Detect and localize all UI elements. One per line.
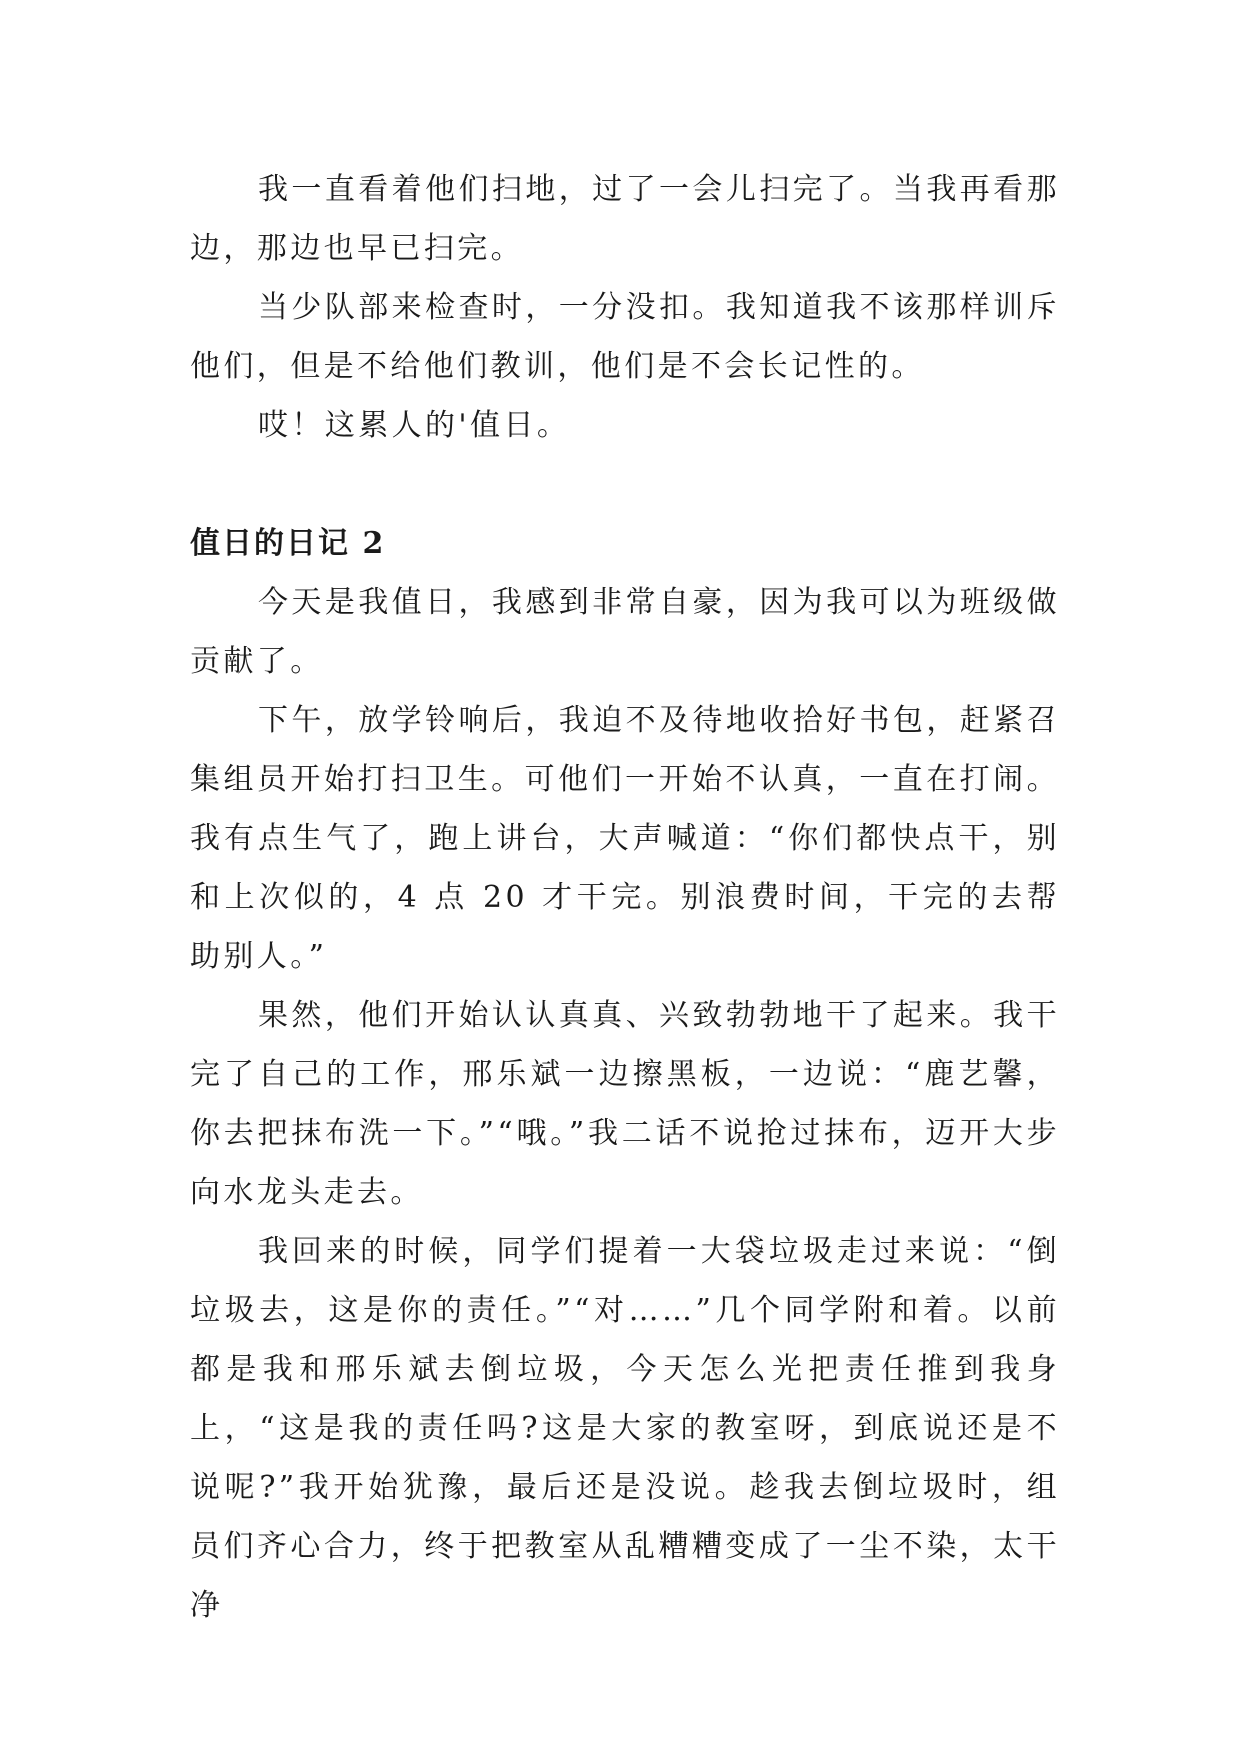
paragraph-7: 我回来的时候，同学们提着一大袋垃圾走过来说：“倒垃圾去，这是你的责任。”“对……”几个同学附和着。以前都是我和邢乐斌去倒垃圾，今天怎么光把责任推到我身上，“这是我的责任吗?这是大家的教室呀，到底说还是不说呢?”我开始犹豫，最后还是没说。趁我去倒垃圾时，组员们齐心合力，终于把教室从乱糟糟变成了一尘不染，太干净 bbox=[190, 1234, 1060, 1623]
paragraph-6: 果然，他们开始认认真真、兴致勃勃地干了起来。我干完了自己的工作，邢乐斌一边擦黑板，一边说：“鹿艺馨，你去把抹布洗一下。”“哦。”我二话不说抢过抹布，迈开大步向水龙头走去。 bbox=[190, 998, 1060, 1210]
paragraph-1: 我一直看着他们扫地，过了一会儿扫完了。当我再看那边，那边也早已扫完。 bbox=[190, 172, 1060, 266]
section-title: 值日的日记 2 bbox=[190, 526, 386, 561]
paragraph-5: 下午，放学铃响后，我迫不及待地收拾好书包，赶紧召集组员开始打扫卫生。可他们一开始不认真，一直在打闹。我有点生气了，跑上讲台，大声喊道：“你们都快点干，别和上次似的，4 点 20 才干完。别浪费时间，干完的去帮助别人。” bbox=[190, 703, 1060, 974]
paragraph-3: 哎！这累人的'值日。 bbox=[258, 408, 571, 443]
paragraph-4: 今天是我值日，我感到非常自豪，因为我可以为班级做贡献了。 bbox=[190, 585, 1060, 679]
paragraph-2: 当少队部来检查时，一分没扣。我知道我不该那样训斥他们，但是不给他们教训，他们是不会长记性的。 bbox=[190, 290, 1060, 384]
document-page bbox=[190, 160, 1060, 1635]
